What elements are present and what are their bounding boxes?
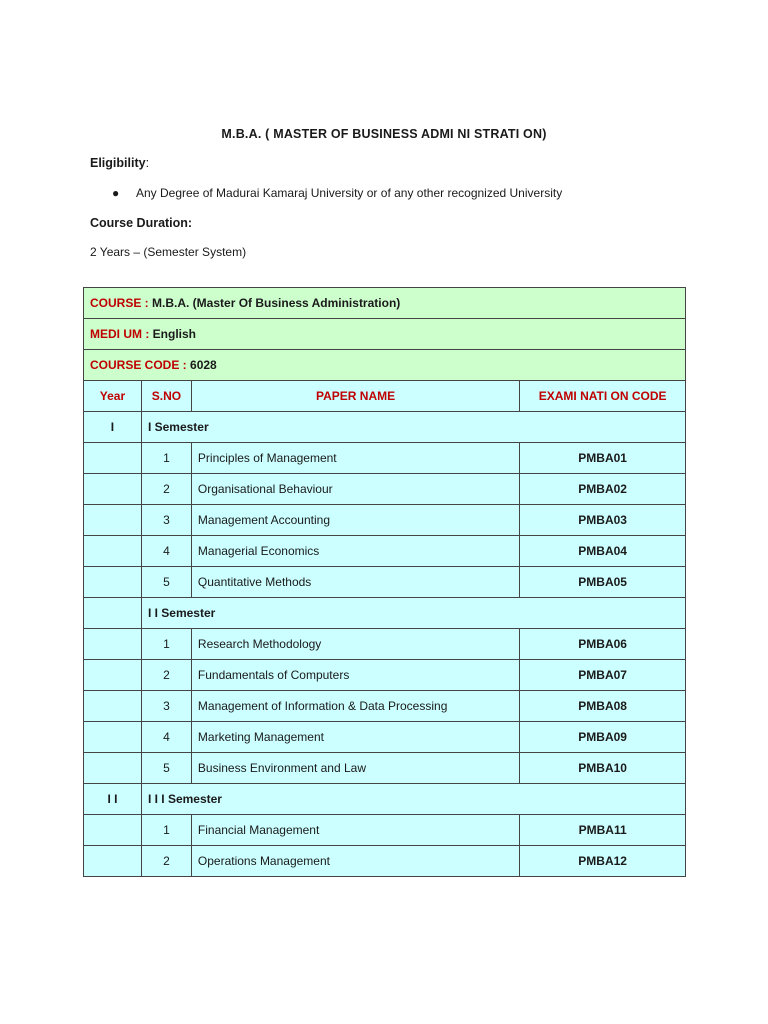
sno-cell: 1 — [141, 629, 191, 660]
exam-code-cell: PMBA12 — [520, 846, 686, 877]
table-row — [84, 691, 686, 722]
paper-name-cell: Management of Information & Data Processing — [191, 691, 519, 722]
medium-row — [84, 319, 686, 350]
duration-heading: Course Duration: — [90, 216, 193, 230]
col-header-exam-code: EXAMI NATI ON CODE — [520, 381, 686, 412]
paper-name-cell: Operations Management — [191, 846, 519, 877]
sno-cell: 1 — [141, 443, 191, 474]
sno-cell: 2 — [141, 660, 191, 691]
table-row — [84, 505, 686, 536]
sno-cell: 5 — [141, 753, 191, 784]
paper-name-cell: Fundamentals of Computers — [191, 660, 519, 691]
year-cell — [84, 660, 142, 691]
duration-value: 2 Years – (Semester System) — [90, 245, 247, 259]
eligibility-item — [112, 186, 562, 200]
table-row — [84, 629, 686, 660]
year-cell — [84, 691, 142, 722]
semester-row — [84, 412, 686, 443]
year-cell — [84, 815, 142, 846]
exam-code-cell: PMBA05 — [520, 567, 686, 598]
semester-label: I I I Semester — [141, 784, 685, 815]
course-code-cell — [84, 350, 686, 381]
exam-code-cell: PMBA09 — [520, 722, 686, 753]
sno-cell: 5 — [141, 567, 191, 598]
semester-row — [84, 784, 686, 815]
exam-code-cell: PMBA08 — [520, 691, 686, 722]
paper-name-cell: Principles of Management — [191, 443, 519, 474]
year-cell — [84, 443, 142, 474]
exam-code-cell: PMBA02 — [520, 474, 686, 505]
paper-name-cell: Management Accounting — [191, 505, 519, 536]
year-cell — [84, 567, 142, 598]
col-header-sno: S.NO — [141, 381, 191, 412]
exam-code-cell: PMBA07 — [520, 660, 686, 691]
col-header-paper-name: PAPER NAME — [191, 381, 519, 412]
sno-cell: 2 — [141, 846, 191, 877]
sno-cell: 4 — [141, 536, 191, 567]
course-row — [84, 288, 686, 319]
year-cell — [84, 846, 142, 877]
semester-label: I I Semester — [141, 598, 685, 629]
paper-name-cell: Research Methodology — [191, 629, 519, 660]
sno-cell: 2 — [141, 474, 191, 505]
course-value: M.B.A. (Master Of Business Administration) — [152, 296, 401, 310]
eligibility-label: Eligibility — [90, 156, 146, 170]
table-row — [84, 846, 686, 877]
sno-cell: 3 — [141, 505, 191, 536]
table-row — [84, 660, 686, 691]
sno-cell: 4 — [141, 722, 191, 753]
eligibility-heading — [90, 156, 149, 170]
course-code-row — [84, 350, 686, 381]
document-title: M.B.A. ( MASTER OF BUSINESS ADMI NI STRATI ON) — [221, 127, 547, 141]
year-cell — [84, 474, 142, 505]
year-cell — [84, 505, 142, 536]
course-table — [83, 287, 686, 877]
exam-code-cell: PMBA03 — [520, 505, 686, 536]
medium-label: MEDI UM : — [90, 327, 150, 341]
paper-name-cell: Marketing Management — [191, 722, 519, 753]
year-cell: I I — [84, 784, 142, 815]
semester-row — [84, 598, 686, 629]
year-cell — [84, 629, 142, 660]
table-row — [84, 753, 686, 784]
table-row — [84, 722, 686, 753]
table-row — [84, 474, 686, 505]
course-cell — [84, 288, 686, 319]
sno-cell: 1 — [141, 815, 191, 846]
exam-code-cell: PMBA10 — [520, 753, 686, 784]
exam-code-cell: PMBA04 — [520, 536, 686, 567]
year-cell — [84, 598, 142, 629]
course-code-value: 6028 — [190, 358, 217, 372]
column-header-row — [84, 381, 686, 412]
year-cell — [84, 722, 142, 753]
paper-name-cell: Organisational Behaviour — [191, 474, 519, 505]
exam-code-cell: PMBA06 — [520, 629, 686, 660]
year-cell — [84, 753, 142, 784]
bullet-icon: ● — [112, 186, 120, 200]
exam-code-cell: PMBA01 — [520, 443, 686, 474]
medium-value: English — [152, 327, 197, 341]
eligibility-item-text: Any Degree of Madurai Kamaraj University or of any other recognized University — [136, 186, 563, 200]
paper-name-cell: Business Environment and Law — [191, 753, 519, 784]
exam-code-cell: PMBA11 — [520, 815, 686, 846]
medium-cell — [84, 319, 686, 350]
table-row — [84, 815, 686, 846]
table-row — [84, 443, 686, 474]
year-cell: I — [84, 412, 142, 443]
course-code-label: COURSE CODE : — [90, 358, 187, 372]
table-row — [84, 567, 686, 598]
paper-name-cell: Managerial Economics — [191, 536, 519, 567]
sno-cell: 3 — [141, 691, 191, 722]
semester-label: I Semester — [141, 412, 685, 443]
year-cell — [84, 536, 142, 567]
paper-name-cell: Quantitative Methods — [191, 567, 519, 598]
eligibility-colon: : — [145, 156, 150, 170]
paper-name-cell: Financial Management — [191, 815, 519, 846]
col-header-year: Year — [84, 381, 142, 412]
table-row — [84, 536, 686, 567]
course-label: COURSE : — [90, 296, 149, 310]
